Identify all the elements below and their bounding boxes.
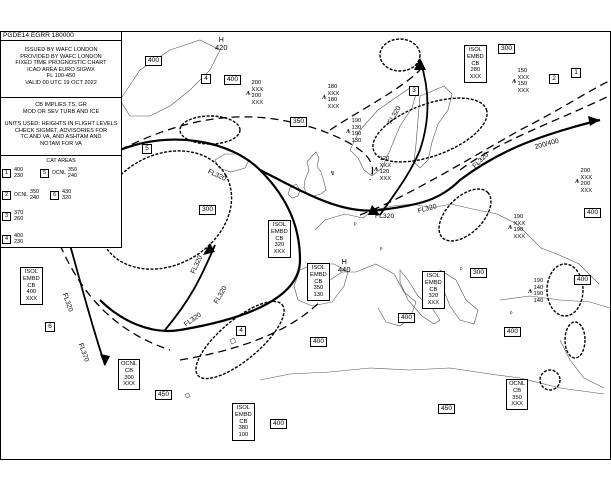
cb-line: 100 [238, 432, 249, 439]
cat-bottom: 230 [14, 239, 24, 246]
cb-line: 130 [313, 292, 324, 299]
tropopause-level: 300 [199, 205, 216, 215]
turb-value: 130 [351, 137, 362, 144]
turb-value: 190 [513, 227, 524, 234]
high-pressure-centre [338, 259, 351, 273]
cb-line: 320 [428, 293, 439, 300]
issue-line: PROVIDED BY WAFC LONDON [20, 53, 102, 60]
cat-area-2 [2, 189, 39, 202]
jet-fl-label: FL320 [182, 311, 203, 329]
cat-id: 2 [2, 191, 11, 200]
turb-value: 200 [251, 80, 262, 86]
turb-value: 200 [580, 168, 591, 174]
turb-value: 190 [351, 118, 362, 124]
turb-value: 140 [533, 297, 544, 304]
cat-area-number: 1 [571, 68, 581, 78]
turbulence-icon: ⩚ [528, 285, 533, 295]
svg-text:ᴾ: ᴾ [380, 248, 383, 254]
cat-id: 4 [2, 235, 11, 244]
tropopause-level: 400 [310, 337, 327, 347]
cb-line: ISOL [272, 222, 286, 228]
cb-line: ISOL [311, 265, 325, 271]
jet-fl-label: FL320 [60, 292, 74, 313]
turb-value: 200 [251, 93, 262, 100]
tropopause-level: 450 [155, 390, 172, 400]
turbulence-box [528, 278, 543, 304]
cb-line: EMBD [425, 279, 442, 286]
cb-line: CB [239, 418, 248, 425]
cb-line: EMBD [235, 411, 252, 418]
cb-line: XXX [427, 300, 440, 307]
cat-area-number: 6 [45, 322, 55, 332]
issue-line: ICAO AREA EURO SIGWX [27, 66, 95, 73]
cb-box [232, 403, 255, 441]
cat-id: 5 [40, 169, 49, 178]
cat-area-1 [2, 167, 23, 180]
cb-line: EMBD [310, 271, 327, 278]
cb-line: CB IMPLIES TS, GR [35, 102, 87, 108]
issue-line: ISSUED BY WAFC LONDON [24, 47, 98, 53]
cb-line: ISOL [24, 269, 38, 275]
turbulence-icon: ⩚ [512, 75, 517, 85]
units-line: NOTAM FOR VA [40, 140, 82, 147]
turbulence-box [346, 118, 361, 144]
tropopause-level: 350 [290, 117, 307, 127]
turb-value: XXX [517, 74, 530, 81]
tropopause-level: 400 [270, 419, 287, 429]
turb-value: XXX [379, 162, 392, 169]
turbulence-icon: ⩚ [246, 87, 251, 97]
turbulence-icon: ⩚ [322, 91, 327, 101]
turbulence-icon: ⩚ [346, 125, 351, 135]
cb-info [0, 102, 122, 115]
cat-top: 370 [14, 210, 24, 216]
tropopause-level: 400 [145, 56, 162, 66]
cb-line: OCNL [509, 381, 526, 387]
cb-line: 320 [274, 242, 285, 249]
cb-line: EMBD [23, 275, 40, 282]
tropopause-level: 400 [504, 327, 521, 337]
cat-id: 3 [2, 212, 11, 221]
turb-value: XXX [580, 187, 593, 194]
cb-line: CB [429, 286, 438, 293]
issue-line: VALID 00 UTC 19 OCT 2022 [25, 79, 97, 86]
turb-value: XXX [327, 90, 340, 97]
tropopause-level: 300 [498, 44, 515, 54]
turb-value: XXX [379, 175, 392, 182]
jet-fl-label: FL370 [76, 342, 90, 363]
turbulence-box [246, 80, 263, 106]
turb-value: XXX [251, 99, 264, 106]
turb-value: 200 [580, 181, 591, 188]
cb-line: XXX [469, 74, 482, 81]
turb-value: 190 [533, 291, 544, 298]
turb-value: 140 [533, 284, 544, 291]
cat-area-4 [2, 233, 23, 246]
svg-text:ᴾ: ᴾ [354, 223, 357, 229]
cb-line: ISOL [426, 273, 440, 279]
cat-bottom: 240 [67, 173, 78, 180]
pressure-letter: H [218, 37, 224, 44]
turb-value: 150 [517, 81, 528, 88]
turbulence-box [374, 156, 391, 182]
cat-area-number: 2 [549, 74, 559, 84]
cb-line: 350 [512, 394, 522, 401]
units-line: CHECK SIGMET, ADVISORIES FOR [14, 127, 108, 134]
pressure-value: 420 [215, 43, 228, 52]
cb-line: XXX [25, 296, 38, 303]
jet-fl-label: FL320 [386, 105, 403, 126]
turb-value: XXX [513, 233, 526, 240]
cb-line: ISOL [236, 405, 250, 411]
cat-bottom: 260 [14, 216, 24, 223]
cat-top: 400 [14, 167, 24, 173]
pressure-value: 440 [338, 265, 351, 274]
cat-id: 1 [2, 169, 11, 178]
turb-value: 190 [513, 214, 524, 220]
cb-line: EMBD [271, 228, 288, 235]
cb-line: CB [513, 387, 522, 394]
turb-value: 150 [517, 68, 528, 74]
turbulence-icon: ⩚ [374, 163, 379, 173]
cb-line: 350 [313, 285, 324, 292]
cat-area-number: 4 [236, 326, 246, 336]
cat-areas-title: CAT AREAS [46, 158, 76, 164]
tropopause-level: 300 [470, 268, 487, 278]
cb-box [422, 271, 445, 309]
cb-line: XXX [123, 381, 135, 388]
tropopause-level: 400 [574, 275, 591, 285]
turb-value: 120 [379, 169, 390, 176]
chart-header-title: PGDE14 EGRR 180000 [0, 31, 122, 41]
turb-value: 180 [327, 97, 338, 104]
turb-value: XXX [251, 86, 264, 93]
cb-box [268, 220, 291, 258]
cat-top: 350 [29, 189, 40, 195]
turb-value: XXX [517, 87, 530, 94]
issue-info [0, 47, 122, 87]
units-line: UNITS USED: HEIGHTS IN FLIGHT LEVELS [4, 121, 118, 127]
turb-value: 180 [327, 84, 338, 90]
cat-top: 350 [67, 167, 78, 173]
cb-line: 280 [470, 67, 481, 74]
units-line: TC AND VA, AND ASHTAM AND [20, 134, 102, 141]
turbulence-icon: ⩚ [575, 175, 580, 185]
jet-fl-label: FL320 [189, 254, 205, 275]
turb-value: XXX [513, 220, 526, 227]
cb-box [118, 359, 140, 390]
cb-line: CB [275, 235, 284, 242]
svg-text:ᴾ: ᴾ [460, 268, 463, 274]
cat-top: 430 [62, 189, 72, 195]
cb-box [464, 45, 487, 83]
cb-box [307, 263, 330, 301]
turbulence-icon: ⩚ [508, 221, 513, 231]
jet-depth-label: 200/400 [534, 137, 560, 151]
cat-area-3 [2, 210, 23, 223]
cat-area-6 [50, 189, 71, 202]
jet-fl-label: FL320 [206, 168, 227, 183]
high-pressure-centre [215, 37, 228, 51]
cb-line: ISOL [468, 47, 482, 53]
cb-box [20, 267, 43, 305]
cat-bottom: 240 [29, 195, 40, 202]
cat-bottom: 230 [14, 173, 24, 180]
tropopause-level: 450 [438, 404, 455, 414]
turb-value: XXX [580, 174, 593, 181]
cb-line: OCNL [121, 361, 138, 367]
cb-box [506, 379, 528, 410]
cb-line: CB [471, 60, 480, 67]
cat-area-number: 3 [409, 86, 419, 96]
cb-line: 380 [238, 425, 249, 432]
cb-line: EMBD [467, 53, 484, 60]
cb-line: 400 [26, 289, 37, 296]
turbulence-box [575, 168, 592, 194]
svg-text:↯: ↯ [330, 171, 336, 177]
turb-value: 190 [533, 278, 544, 284]
turbulence-box [322, 84, 339, 110]
cb-line: MOD OR SEV TURB AND ICE [22, 108, 100, 115]
cat-top: 400 [14, 233, 24, 239]
units-info [0, 121, 122, 147]
pressure-letter: H [341, 259, 347, 266]
tropopause-level: 400 [584, 208, 601, 218]
svg-text:ᴾ: ᴾ [510, 312, 513, 318]
legend-divider [0, 97, 122, 98]
cb-line: XXX [273, 249, 286, 256]
cat-id: 6 [50, 191, 59, 200]
turbulence-box [512, 68, 529, 94]
jet-fl-label: FL320 [417, 203, 438, 215]
issue-line: FL 100-450 [46, 73, 76, 80]
turb-value: 120 [379, 156, 390, 162]
tropopause-level: 400 [224, 75, 241, 85]
turb-value: 130 [351, 124, 362, 131]
cat-area-5 [40, 167, 77, 180]
cat-symbol: OCNL [52, 170, 66, 177]
cb-line: 300 [124, 374, 134, 381]
legend-divider [0, 155, 122, 156]
tropopause-level: 400 [398, 313, 415, 323]
turbulence-box [508, 214, 525, 240]
cb-line: CB [27, 282, 36, 289]
jet-fl-label: FL320 [375, 213, 395, 220]
turb-value: 190 [351, 131, 362, 138]
cat-area-number: 5 [142, 144, 152, 154]
turb-value: XXX [327, 103, 340, 110]
cb-line: CB [125, 367, 134, 374]
issue-line: FIXED TIME PROGNOSTIC CHART [15, 60, 107, 67]
cb-line: CB [314, 278, 323, 285]
cat-area-number: 4 [201, 74, 211, 84]
jet-fl-label: FL320 [471, 151, 491, 170]
jet-fl-label: FL320 [212, 285, 229, 306]
cb-line: XXX [511, 401, 523, 408]
cat-bottom: 320 [62, 195, 72, 202]
cat-symbol: OCNL [14, 192, 28, 199]
